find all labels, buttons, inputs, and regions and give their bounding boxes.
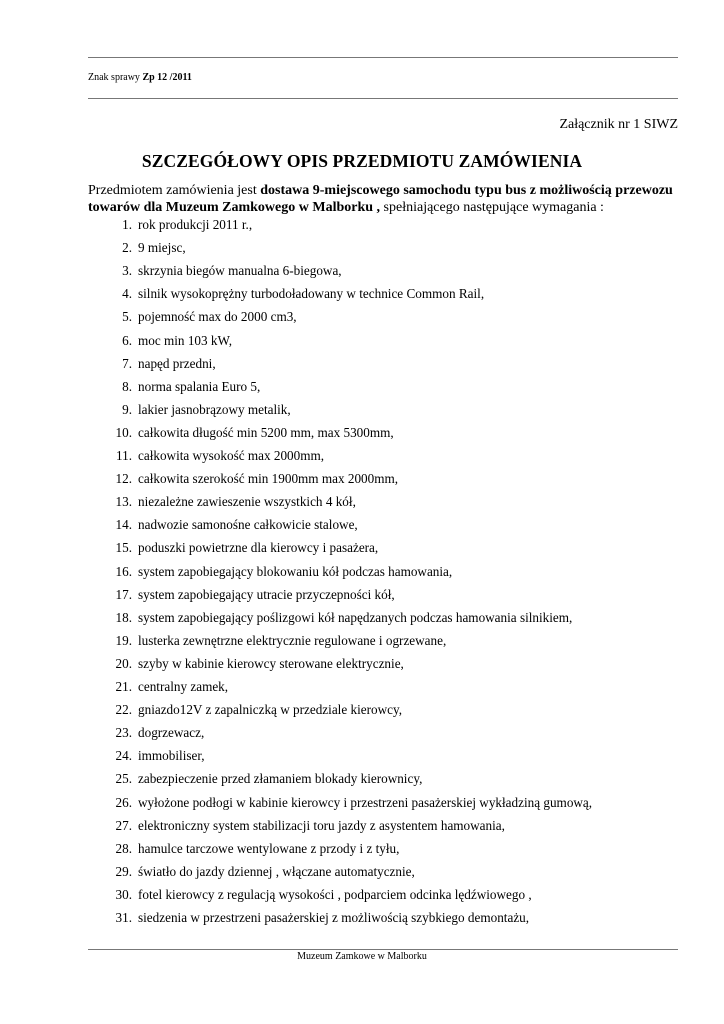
list-item-text: norma spalania Euro 5, xyxy=(138,378,261,394)
page-footer: Muzeum Zamkowe w Malborku xyxy=(297,951,427,962)
list-item-text: skrzynia biegów manualna 6-biegowa, xyxy=(138,263,342,279)
list-item-number: 8. xyxy=(122,378,132,394)
list-item-text: szyby w kabinie kierowcy sterowane elektrycznie, xyxy=(138,655,404,671)
top-divider xyxy=(88,57,678,58)
list-item xyxy=(88,609,572,627)
case-number: Zp 12 /2011 xyxy=(142,72,192,83)
list-item xyxy=(88,563,452,581)
list-item xyxy=(88,447,324,465)
list-item xyxy=(88,493,356,511)
list-item-text: rok produkcji 2011 r., xyxy=(138,217,253,232)
header-divider xyxy=(88,98,678,99)
list-item-text: napęd przedni, xyxy=(138,355,216,371)
list-item-number: 1. xyxy=(122,217,132,232)
list-item xyxy=(88,886,532,904)
list-item-number: 31. xyxy=(115,910,132,925)
page-title: SZCZEGÓŁOWY OPIS PRZEDMIOTU ZAMÓWIENIA xyxy=(141,151,583,171)
list-item-text: lusterka zewnętrzne elektrycznie regulowane i ogrzewane, xyxy=(138,632,447,648)
list-item xyxy=(88,539,378,557)
list-item-number: 15. xyxy=(115,540,132,556)
list-item-text: siedzenia w przestrzeni pasażerskiej z możliwością szybkiego demontażu, xyxy=(138,910,530,925)
list-item-text: niezależne zawieszenie wszystkich 4 kół, xyxy=(138,494,356,510)
list-item xyxy=(88,401,291,419)
list-item xyxy=(88,817,505,835)
list-item-number: 29. xyxy=(115,863,132,879)
case-label: Znak sprawy xyxy=(88,72,143,83)
list-item-text: immobiliser, xyxy=(138,748,205,764)
list-item xyxy=(88,378,260,396)
list-item-text: światło do jazdy dziennej , włączane automatycznie, xyxy=(138,863,415,879)
intro-tail: spełniającego następujące wymagania : xyxy=(380,200,604,215)
list-item xyxy=(88,424,394,442)
list-item xyxy=(88,794,592,812)
list-item-text: moc min 103 kW, xyxy=(138,332,233,348)
list-item-text: system zapobiegający utracie przyczepności kół, xyxy=(138,586,395,602)
list-item-text: centralny zamek, xyxy=(138,679,229,694)
list-item-text: zabezpieczenie przed złamaniem blokady kierownicy, xyxy=(138,771,423,787)
footer-divider xyxy=(88,949,678,950)
list-item-number: 21. xyxy=(115,679,132,694)
list-item-number: 13. xyxy=(115,494,132,510)
list-item-text: pojemność max do 2000 cm3, xyxy=(138,309,297,325)
list-item xyxy=(88,516,358,534)
list-item-text: gniazdo12V z zapalniczką w przedziale kierowcy, xyxy=(138,702,402,718)
list-item-text: poduszki powietrzne dla kierowcy i pasażera, xyxy=(138,540,379,556)
list-item xyxy=(88,239,186,257)
list-item-number: 9. xyxy=(122,401,132,417)
list-item xyxy=(88,308,297,326)
list-item-text: fotel kierowcy z regulacją wysokości , podparciem odcinka lędźwiowego , xyxy=(138,886,532,902)
list-item-text: wyłożone podłogi w kabinie kierowcy i przestrzeni pasażerskiej wykładziną gumową, xyxy=(138,794,593,810)
list-item xyxy=(88,586,395,604)
intro-subject: dostawa 9-miejscowego samochodu typu bus z możliwością przewozu towarów dla Muzeum Zamkowego w Malborku , xyxy=(88,183,673,215)
list-item-number: 14. xyxy=(115,517,132,533)
list-item-number: 25. xyxy=(115,771,132,787)
list-item-text: całkowita szerokość min 1900mm max 2000mm, xyxy=(138,471,399,487)
list-item xyxy=(88,701,402,719)
list-item-number: 7. xyxy=(122,355,132,371)
intro-lead: Przedmiotem zamówienia jest xyxy=(88,183,261,198)
list-item xyxy=(88,770,422,788)
list-item xyxy=(88,724,204,742)
list-item xyxy=(88,285,484,303)
list-item-number: 5. xyxy=(122,309,132,325)
list-item-number: 28. xyxy=(115,840,132,856)
list-item-number: 27. xyxy=(115,817,132,833)
list-item-text: system zapobiegający poślizgowi kół napędzanych podczas hamowania silnikiem, xyxy=(138,609,573,625)
list-item xyxy=(88,216,252,234)
list-item-number: 4. xyxy=(122,286,132,302)
list-item-number: 10. xyxy=(115,424,132,440)
list-item-number: 2. xyxy=(122,240,132,256)
attachment-label: Załącznik nr 1 SIWZ xyxy=(559,117,678,132)
list-item-number: 3. xyxy=(122,263,132,279)
intro-paragraph xyxy=(88,182,688,216)
list-item-number: 22. xyxy=(115,702,132,718)
list-item xyxy=(88,909,529,927)
list-item xyxy=(88,332,232,350)
list-item-number: 6. xyxy=(122,332,132,348)
list-item-text: elektroniczny system stabilizacji toru jazdy z asystentem hamowania, xyxy=(138,817,505,833)
list-item-number: 30. xyxy=(115,886,132,902)
list-item-text: całkowita długość min 5200 mm, max 5300mm, xyxy=(138,424,394,440)
list-item-number: 26. xyxy=(115,794,132,810)
list-item-number: 12. xyxy=(115,471,132,487)
list-item-number: 23. xyxy=(115,725,132,741)
list-item xyxy=(88,655,404,673)
list-item-number: 19. xyxy=(115,632,132,648)
list-item-number: 18. xyxy=(115,609,132,625)
list-item-number: 20. xyxy=(115,655,132,671)
list-item xyxy=(88,355,216,373)
list-item-number: 16. xyxy=(115,563,132,579)
list-item-text: nadwozie samonośne całkowicie stalowe, xyxy=(138,517,358,533)
list-item xyxy=(88,863,415,881)
list-item-text: 9 miejsc, xyxy=(138,240,186,256)
list-item-text: silnik wysokoprężny turbodoładowany w technice Common Rail, xyxy=(138,286,485,302)
list-item-text: całkowita wysokość max 2000mm, xyxy=(138,448,325,463)
list-item-text: dogrzewacz, xyxy=(138,725,205,741)
list-item-number: 17. xyxy=(115,586,132,602)
list-item-text: system zapobiegający blokowaniu kół podczas hamowania, xyxy=(138,563,453,579)
list-item xyxy=(88,840,399,858)
list-item xyxy=(88,470,398,488)
list-item xyxy=(88,747,205,765)
list-item-number: 24. xyxy=(115,748,132,764)
list-item xyxy=(88,262,342,280)
list-item-text: lakier jasnobrązowy metalik, xyxy=(138,401,291,417)
list-item xyxy=(88,632,446,650)
list-item-number: 11. xyxy=(116,448,132,463)
list-item xyxy=(88,678,228,696)
case-reference xyxy=(88,72,192,83)
list-item-text: hamulce tarczowe wentylowane z przody i z tyłu, xyxy=(138,840,400,856)
